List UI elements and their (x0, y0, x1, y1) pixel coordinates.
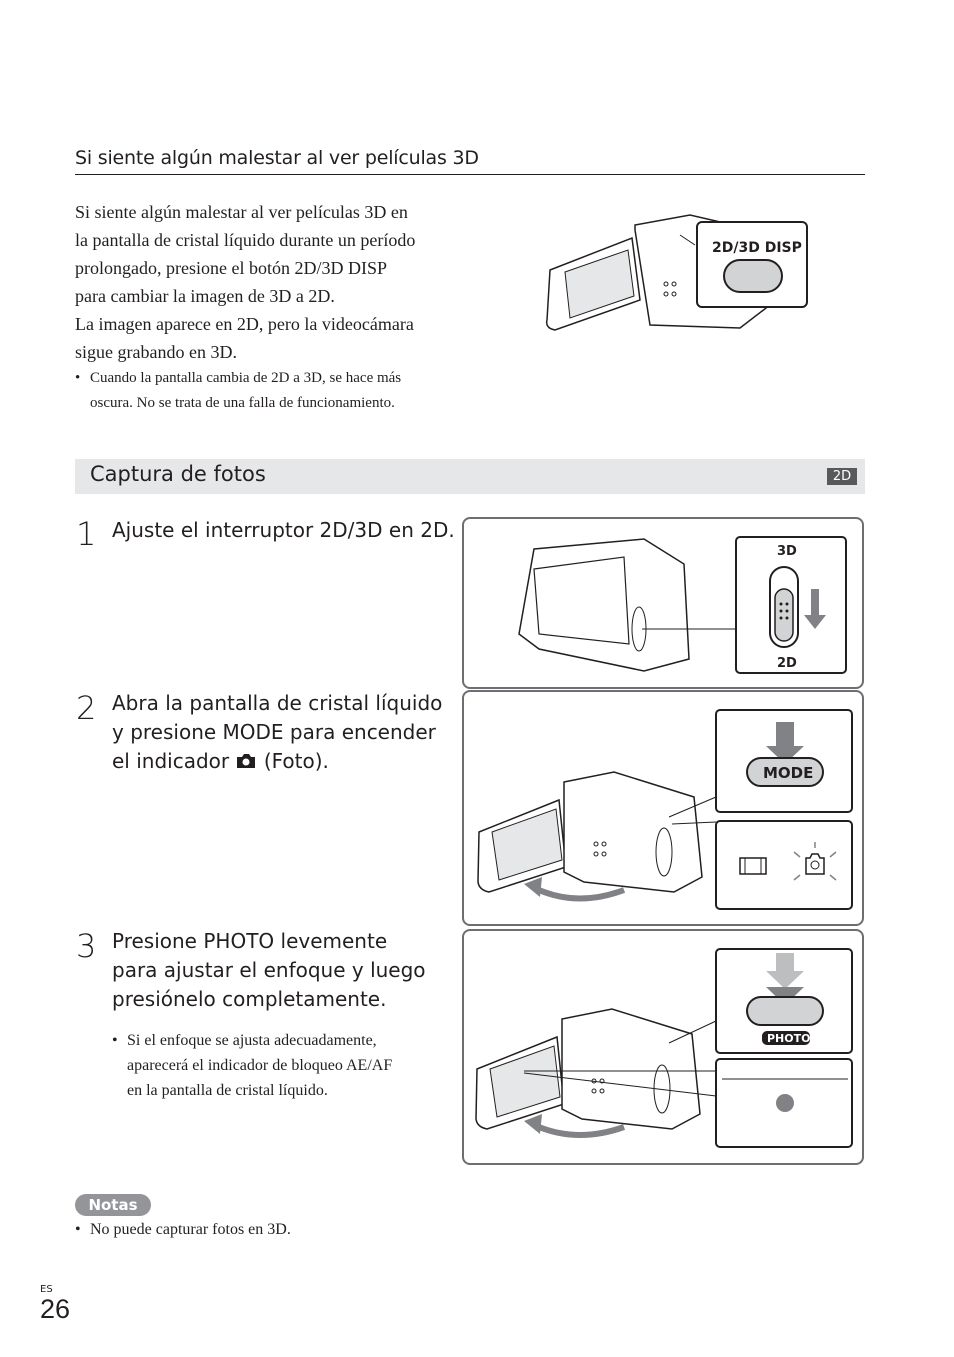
mode-button-label: MODE (763, 764, 814, 782)
step3-illustration (462, 929, 864, 1165)
step-line: y presione MODE para encender (112, 720, 436, 744)
bullet-line: en la pantalla de cristal líquido. (127, 1082, 328, 1099)
section-title: Captura de fotos (90, 462, 266, 486)
photo-button-label: PHOTO (767, 1032, 811, 1045)
photo-button (747, 997, 823, 1025)
body-line: para cambiar la imagen de 3D a 2D. (75, 286, 335, 306)
bullet-line: aparecerá el indicador de bloqueo AE/AF (127, 1057, 393, 1074)
page-number: 26 (40, 1294, 71, 1324)
step-line-part: el indicador (112, 749, 230, 773)
section-body (75, 198, 495, 416)
step-line: para ajustar el enfoque y luego (112, 958, 426, 982)
camcorder-disp-illustration (540, 210, 815, 335)
step-text (112, 927, 426, 1014)
mode-badge: 2D (827, 468, 857, 485)
section-title: Si siente algún malestar al ver películas 3D (75, 147, 479, 169)
notes-text: • No puede capturar fotos en 3D. (75, 1218, 291, 1242)
body-line: Si siente algún malestar al ver películas 3D en (75, 202, 408, 222)
page-language: ES (40, 1284, 53, 1295)
step-number: 3 (76, 927, 97, 965)
step-number: 2 (76, 689, 97, 727)
step-line (112, 747, 442, 776)
step-line: Abra la pantalla de cristal líquido (112, 691, 443, 715)
step-number: 1 (76, 515, 97, 553)
switch-label-2d: 2D (777, 656, 797, 671)
body-line: la pantalla de cristal líquido durante un período (75, 230, 416, 250)
step-line: presiónelo completamente. (112, 987, 387, 1011)
step2-illustration (462, 690, 864, 926)
camera-icon (235, 752, 257, 770)
ae-af-lock-indicator (776, 1094, 794, 1112)
step-line: Presione PHOTO levemente (112, 929, 388, 953)
bullet-line: • Cuando la pantalla cambia de 2D a 3D, se hace más (90, 370, 402, 386)
step1-illustration (462, 517, 864, 689)
bullet-note (75, 366, 495, 416)
bullet-note (112, 1028, 457, 1103)
notes-badge: Notas (75, 1194, 151, 1216)
step-line-part: (Foto). (263, 749, 329, 773)
bullet-line: oscura. No se trata de una falla de funcionamiento. (90, 395, 395, 411)
body-line: La imagen aparece en 2D, pero la videocámara (75, 314, 414, 334)
switch-label-3d: 3D (777, 544, 797, 559)
switch-knob (775, 589, 793, 641)
disp-button (724, 260, 782, 292)
bullet-line: • Si el enfoque se ajusta adecuadamente, (127, 1032, 377, 1049)
body-line: prolongado, presione el botón 2D/3D DISP (75, 258, 387, 278)
section-divider (75, 174, 865, 175)
step-text: Ajuste el interruptor 2D/3D en 2D. (112, 518, 455, 542)
disp-button-label: 2D/3D DISP (712, 240, 802, 256)
step-text (112, 689, 442, 776)
body-line: sigue grabando en 3D. (75, 342, 237, 362)
